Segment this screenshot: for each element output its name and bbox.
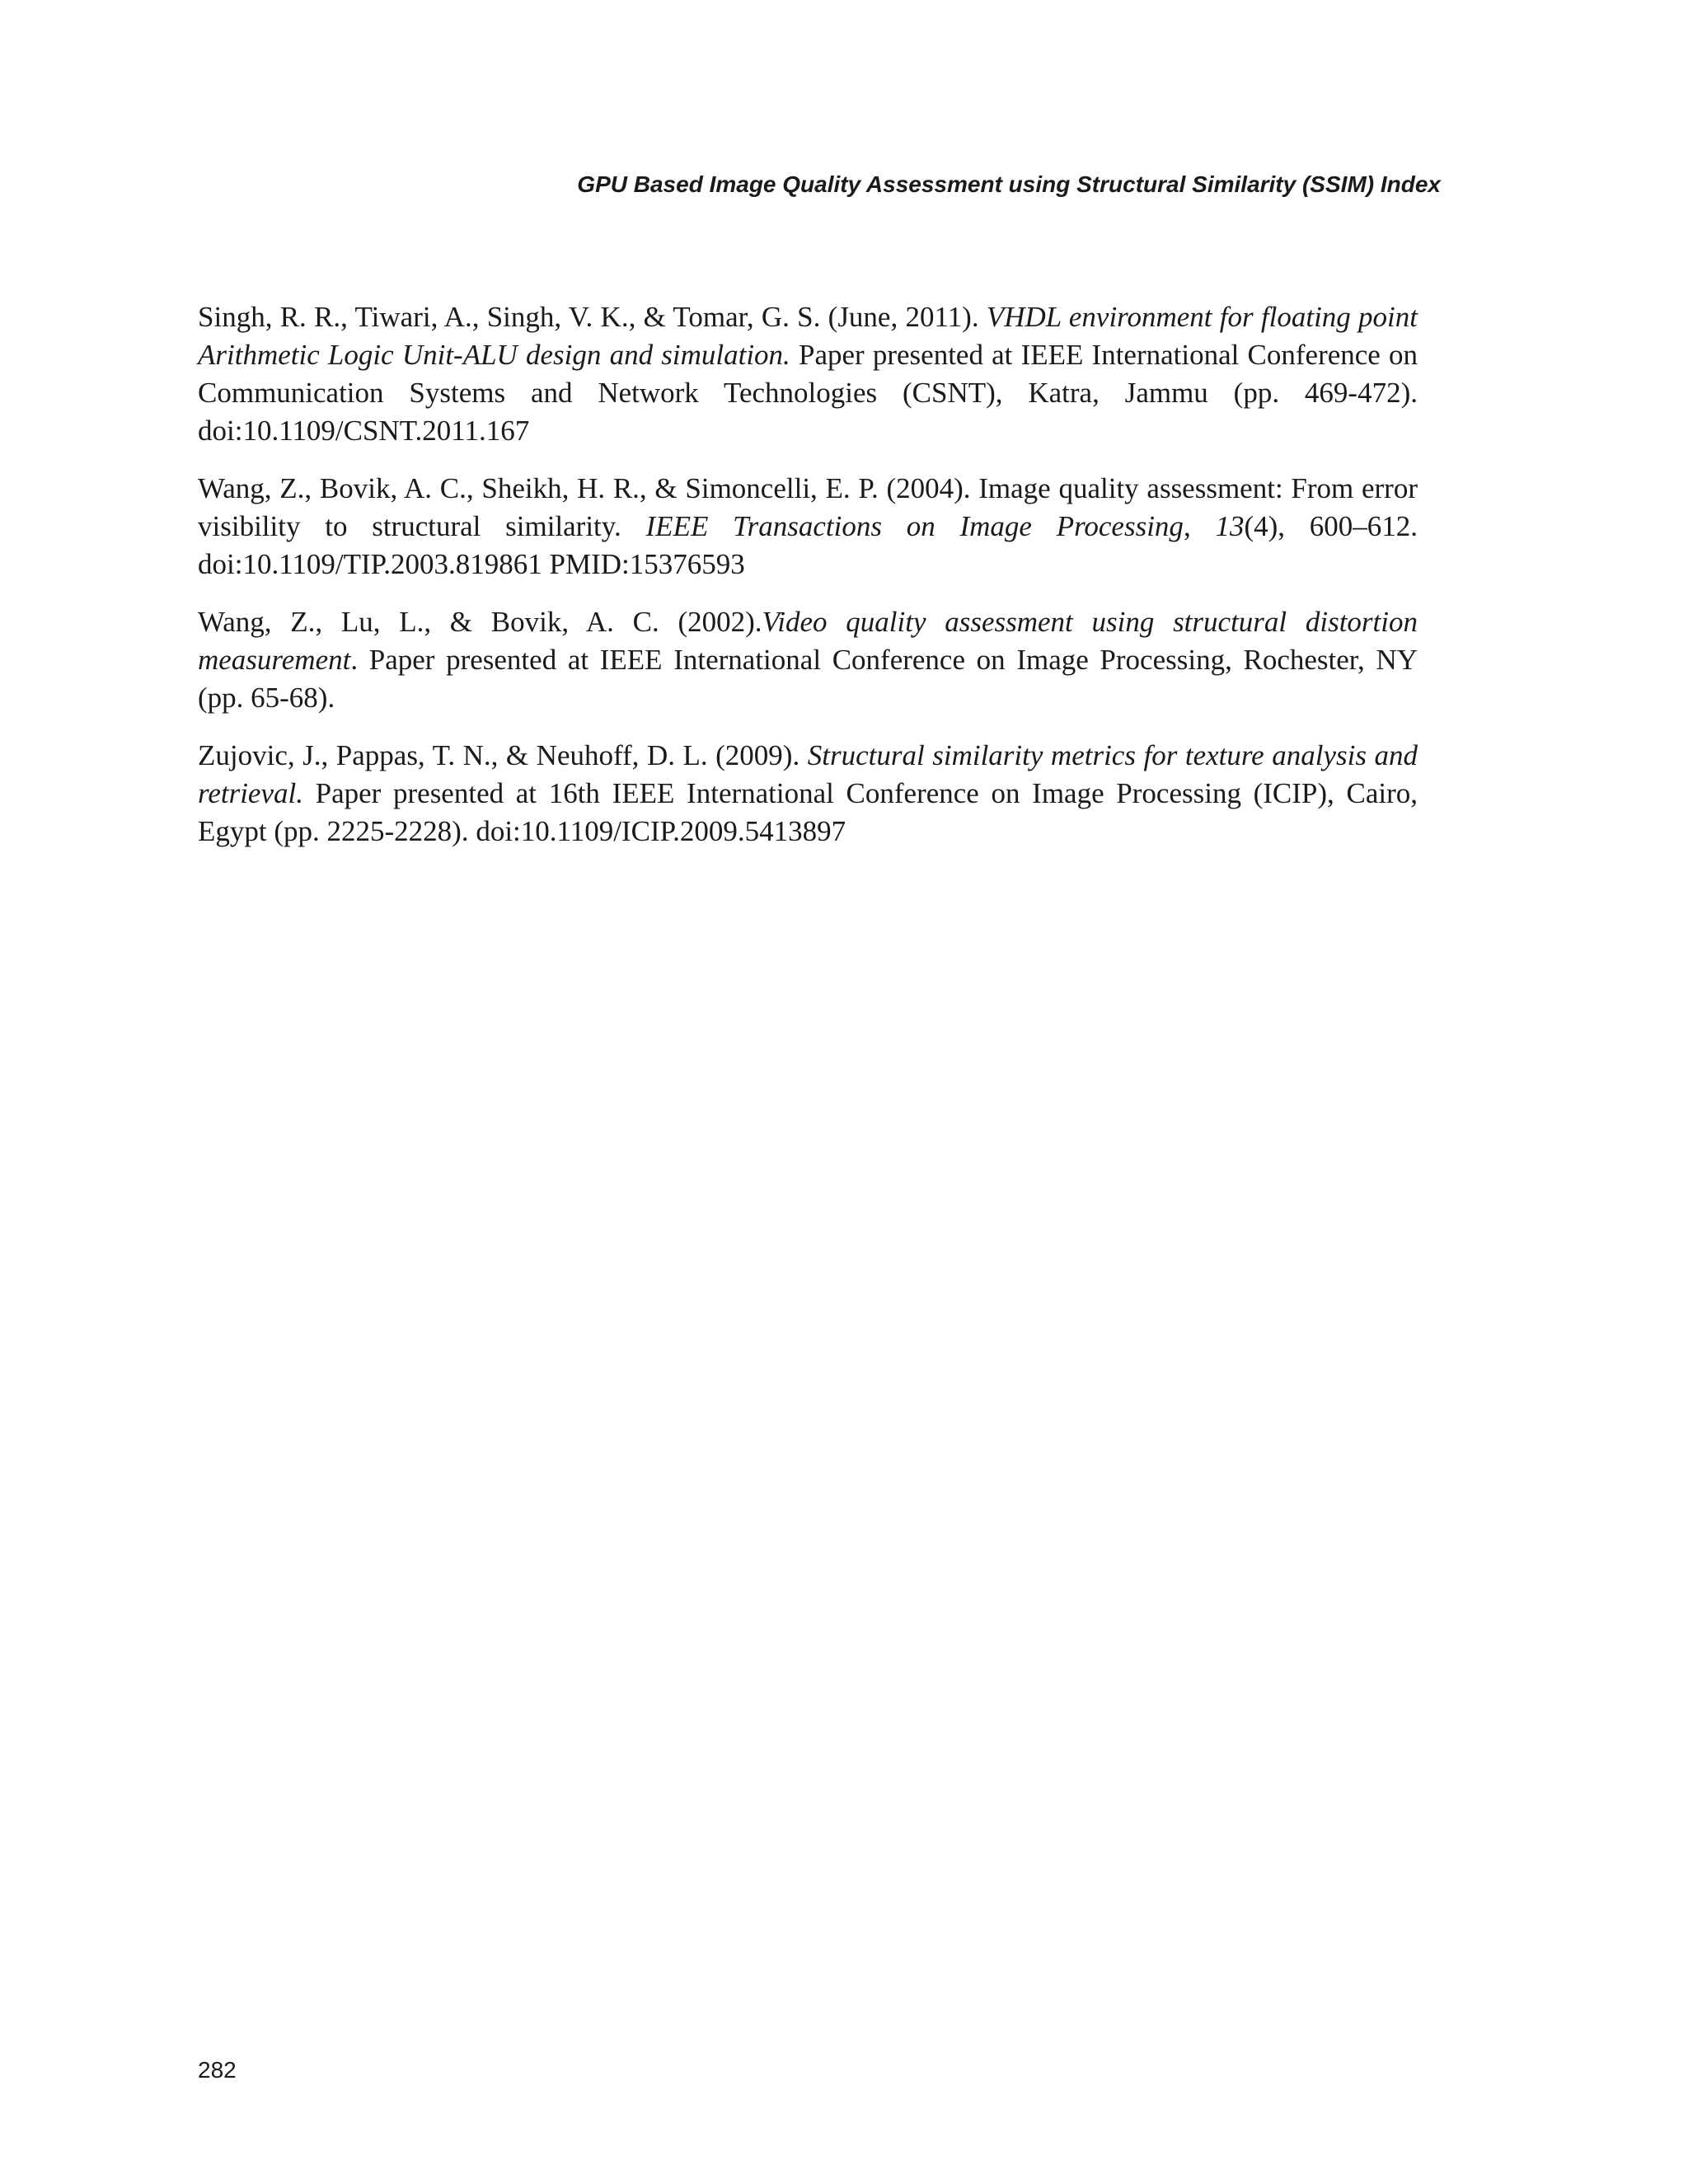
reference-title: Video quality assessment using structural distortion measurement bbox=[198, 606, 1418, 676]
reference-volume: 13 bbox=[1215, 510, 1245, 542]
reference-item-singh-2011 bbox=[198, 298, 1418, 450]
reference-details: Paper presented at 16th IEEE International Conference on Image Processing (ICIP), Cairo, Egypt (pp. 2225-2228). doi:10.1109/ICIP.2009.5413897 bbox=[198, 777, 1418, 847]
reference-list bbox=[198, 298, 1418, 870]
reference-title: VHDL environment for floating point Arithmetic Logic Unit-ALU design and simulation. bbox=[198, 301, 1418, 371]
reference-journal: IEEE Transactions on Image Processing bbox=[645, 510, 1184, 542]
reference-details: Paper presented at IEEE International Conference on Communication Systems and Network Technologies (CSNT), Katra, Jammu (pp. 469-472). doi:10.1109/CSNT.2011.167 bbox=[198, 339, 1418, 447]
reference-details: . Paper presented at IEEE International Conference on Image Processing, Rochester, NY (pp. 65-68). bbox=[198, 644, 1418, 714]
reference-item-wang-2002 bbox=[198, 603, 1418, 717]
reference-authors: Wang, Z., Bovik, A. C., Sheikh, H. R., & Simoncelli, E. P. (2004). Image quality assessment: From error visibility to structural similarity. bbox=[198, 472, 1418, 542]
page-number: 282 bbox=[198, 2057, 237, 2083]
running-header: GPU Based Image Quality Assessment using Structural Similarity (SSIM) Index bbox=[577, 171, 1441, 197]
reference-title: Structural similarity metrics for texture analysis and retrieval. bbox=[198, 739, 1418, 809]
reference-authors: Singh, R. R., Tiwari, A., Singh, V. K., & Tomar, G. S. (June, 2011). bbox=[198, 301, 987, 333]
reference-authors: Zujovic, J., Pappas, T. N., & Neuhoff, D. L. (2009). bbox=[198, 739, 808, 771]
reference-item-wang-2004 bbox=[198, 470, 1418, 583]
reference-item-zujovic-2009 bbox=[198, 737, 1418, 851]
reference-authors: Wang, Z., Lu, L., & Bovik, A. C. (2002). bbox=[198, 606, 762, 638]
reference-separator: , bbox=[1183, 510, 1216, 542]
reference-details: (4), 600–612. doi:10.1109/TIP.2003.819861 PMID:15376593 bbox=[198, 510, 1418, 580]
